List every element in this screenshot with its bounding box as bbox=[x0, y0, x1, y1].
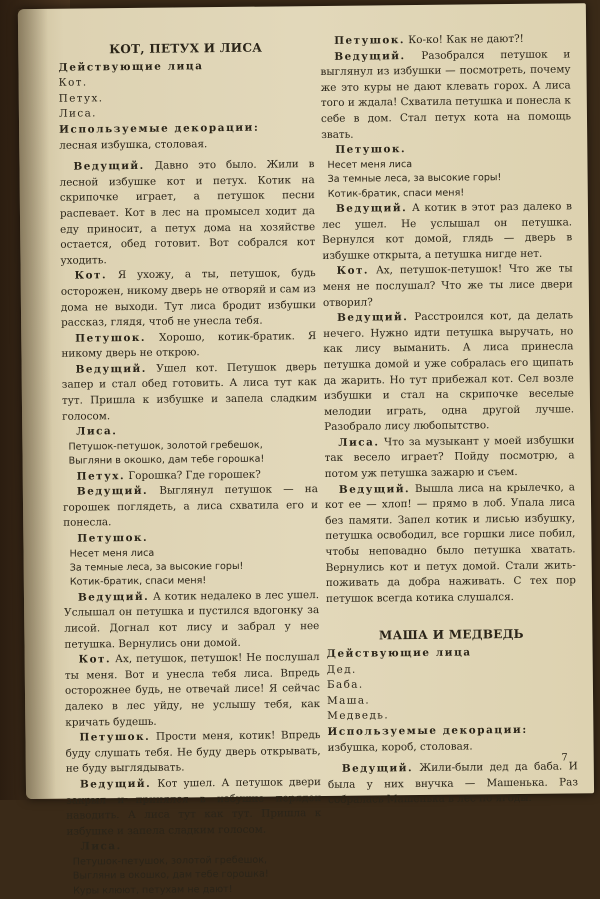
play-title-2: МАША И МЕДВЕДЬ bbox=[378, 627, 524, 643]
cast-heading: Действующие лица bbox=[58, 59, 204, 74]
speaker-name: Ведущий. bbox=[75, 362, 147, 376]
line-text: Ко-ко! Как не дают?! bbox=[408, 32, 524, 47]
dialogue-line bbox=[65, 650, 321, 731]
speaker-name: Ведущий. bbox=[341, 762, 414, 775]
line-text: Ушел кот. Петушок дверь запер и стал обед готовить. А лиса тут как тут. Пришла к избушке и запела сладким голосом. bbox=[61, 360, 317, 423]
song-line: Выгляни в окошко, дам тебе горошка! bbox=[72, 868, 269, 882]
dialogue-line bbox=[323, 308, 574, 435]
cast-item: Кот. bbox=[58, 76, 88, 89]
speaker-name: Лиса. bbox=[338, 436, 380, 449]
dialogue-line bbox=[61, 329, 316, 363]
song-line: Котик-братик, спаси меня! bbox=[327, 187, 465, 200]
song-line: Выгляни в окошко, дам тебе горошка! bbox=[68, 453, 265, 467]
right-column bbox=[320, 31, 578, 809]
play-title: КОТ, ПЕТУХ И ЛИСА bbox=[109, 40, 263, 57]
cast-item: Лиса. bbox=[58, 107, 97, 121]
song-line: За темные леса, за высокие горы! bbox=[327, 172, 502, 186]
dialogue-line bbox=[323, 262, 573, 311]
dialogue-line bbox=[324, 433, 574, 482]
song-line: За темные леса, за высокие горы! bbox=[69, 560, 244, 574]
line-text: Выглянул петушок — на горошек поглядеть, а лиса схватила его и понесла. bbox=[62, 483, 319, 530]
speaker-name: Кот. bbox=[74, 269, 108, 282]
speaker-name: Кот. bbox=[336, 264, 370, 278]
page-number: 7 bbox=[561, 752, 568, 764]
line-text: А котик недалеко в лес ушел. Услышал он петушка и пустился вдогонку за лисой. Догнал кот лису и забрал у нее петушка. Вернулись они домой. bbox=[64, 588, 320, 651]
cast-item: Маша. bbox=[327, 694, 371, 707]
line-text: Давно это было. Жили в лесной избушке кот и петух. Котик на скрипочке играет, а петушок песни распевает. Кот в лес на промысел ходит да еду приносит, а петух дома на хозяйстве остается, обед готовит. Вот собрался кот уходить. bbox=[59, 158, 316, 267]
line-text: Что за музыкант у моей избушки так весело играет? Пойду посмотрю, а потом уж петушка зажарю и съем. bbox=[324, 434, 575, 481]
cast-item: Петух. bbox=[58, 92, 104, 105]
speaker-name: Петушок. bbox=[335, 143, 407, 157]
speaker-name: Лиса. bbox=[80, 840, 122, 853]
dialogue-line bbox=[320, 47, 571, 143]
speaker-name: Лиса. bbox=[76, 425, 118, 438]
line-text: А котик в этот раз далеко в лес ушел. Не услышал он петушка. Вернулся кот домой, глядь — дверь в избушке открыта, а петушка нигде нет. bbox=[322, 200, 573, 262]
speaker-name: Петушок. bbox=[79, 731, 151, 744]
song-line: Петушок-петушок, золотой гребешок, bbox=[72, 854, 268, 868]
decor-heading-2: Используемые декорации: bbox=[327, 723, 528, 738]
line-text: Хорошо, котик-братик. Я никому дверь не открою. bbox=[61, 329, 317, 361]
dialogue-line bbox=[61, 266, 317, 331]
dialogue-line bbox=[64, 588, 320, 653]
book-page bbox=[18, 3, 594, 897]
dialogue-line bbox=[62, 360, 318, 425]
dialogue-line bbox=[63, 482, 318, 531]
line-text: Горошка? Где горошек? bbox=[128, 468, 261, 482]
speaker-name: Петушок. bbox=[75, 331, 147, 345]
decor-text-2: избушка, короб, столовая. bbox=[327, 740, 473, 754]
left-column bbox=[58, 34, 322, 899]
speaker-name: Ведущий. bbox=[77, 590, 150, 604]
dialogue-line bbox=[65, 728, 320, 777]
speaker-name: Кот. bbox=[78, 653, 112, 666]
decor-text: лесная избушка, столовая. bbox=[59, 137, 208, 152]
line-text: Ах, петушок, петушок! Не послушал ты меня. Вот и унесла тебя лиса. Впредь осторожнее будь, не отвечай лисе! Я сейчас далеко в лес уйду, не услышу тебя, как кричать будешь. bbox=[64, 651, 321, 729]
line-text: Ах, петушок-петушок! Что же ты меня не послушал? Что же ты лисе двери отворил? bbox=[322, 262, 573, 309]
line-text: Жили-были дед да баба. И была у них внучка — Машенька. Раз собралась Машенька в лес по ягоды. bbox=[327, 760, 579, 807]
cast-item: Дед. bbox=[326, 663, 357, 676]
song-line: Куры клюют, петухам не дают! bbox=[73, 883, 233, 897]
dialogue-line bbox=[66, 775, 322, 840]
cast-item: Баба. bbox=[326, 678, 364, 692]
speaker-name: Петушок. bbox=[77, 531, 149, 545]
dialogue-line bbox=[328, 759, 578, 808]
song-line: Котик-братик, спаси меня! bbox=[69, 575, 207, 589]
line-text: Разобрался петушок и выглянул из избушки — посмотреть, почему же это куры не дают клевать горох. А лиса того и ждала! Схватила петушка и понесла к себе в дом. Стал петух кота на помощь звать. bbox=[320, 47, 572, 141]
cast-heading-2: Действующие лица bbox=[326, 646, 472, 660]
speaker-name: Ведущий. bbox=[335, 202, 408, 215]
speaker-name: Ведущий. bbox=[334, 49, 406, 63]
dialogue-line bbox=[325, 480, 576, 607]
right-dialogue bbox=[320, 31, 576, 607]
cast-item: Медведь. bbox=[327, 709, 390, 723]
dialogue-line bbox=[59, 157, 315, 269]
line-text: Я ухожу, а ты, петушок, будь осторожен, никому дверь не отворяй и сам из дома не выходи. Тут лиса бродит избушки рассказ, глядя, чтоб не унесла тебя. bbox=[60, 267, 317, 329]
speaker-name: Петух. bbox=[76, 469, 126, 483]
song-line: Несет меня лиса bbox=[69, 547, 155, 560]
speaker-name: Ведущий. bbox=[76, 485, 149, 498]
speaker-name: Ведущий. bbox=[73, 159, 145, 173]
line-text: Прости меня, котик! Впредь буду слушать тебя. Не буду дверь открывать, не буду выглядывать. bbox=[65, 729, 321, 776]
speaker-name: Ведущий. bbox=[79, 777, 152, 791]
song-line: Петушок-петушок, золотой гребешок, bbox=[68, 439, 263, 453]
line-text: Вышла лиса на крылечко, а кот ее — хлоп! — прямо в лоб. Упала лиса без памяти. Запел котик и лисью избушку, петушка освободил, все горшки лисе побил, чтобы неповадно было петушка хватать. Вернулись кот и петух домой. Стали жить-поживать да добра наживать. С тех пор петушок всегда котика слушался. bbox=[324, 481, 576, 605]
speaker-name: Ведущий. bbox=[338, 482, 411, 496]
line-text: Кот ушел. А петушок двери закрыл и принялся в избушке порядок наводить. А лиса тут как тут. Пришла к избушке и запела сладким голосом. bbox=[66, 776, 322, 838]
song-line: Несет меня лиса bbox=[327, 158, 413, 171]
speaker-name: Петушок. bbox=[334, 34, 405, 47]
dialogue-line bbox=[322, 199, 573, 264]
line-text: Расстроился кот, да делать нечего. Нужно идти петушка выручать, но как лису выманить. А лиса принесла петушка домой и уже собралась его щипать да жарить. Но тут прибежал кот. Сел возле избушки и стал на скрипочке веселые мелодии играть, одна другой лучше. Разобрало лису любопытство. bbox=[323, 309, 575, 434]
speaker-name: Ведущий. bbox=[337, 311, 409, 324]
left-dialogue bbox=[59, 157, 322, 899]
decor-heading: Используемые декорации: bbox=[59, 121, 260, 136]
